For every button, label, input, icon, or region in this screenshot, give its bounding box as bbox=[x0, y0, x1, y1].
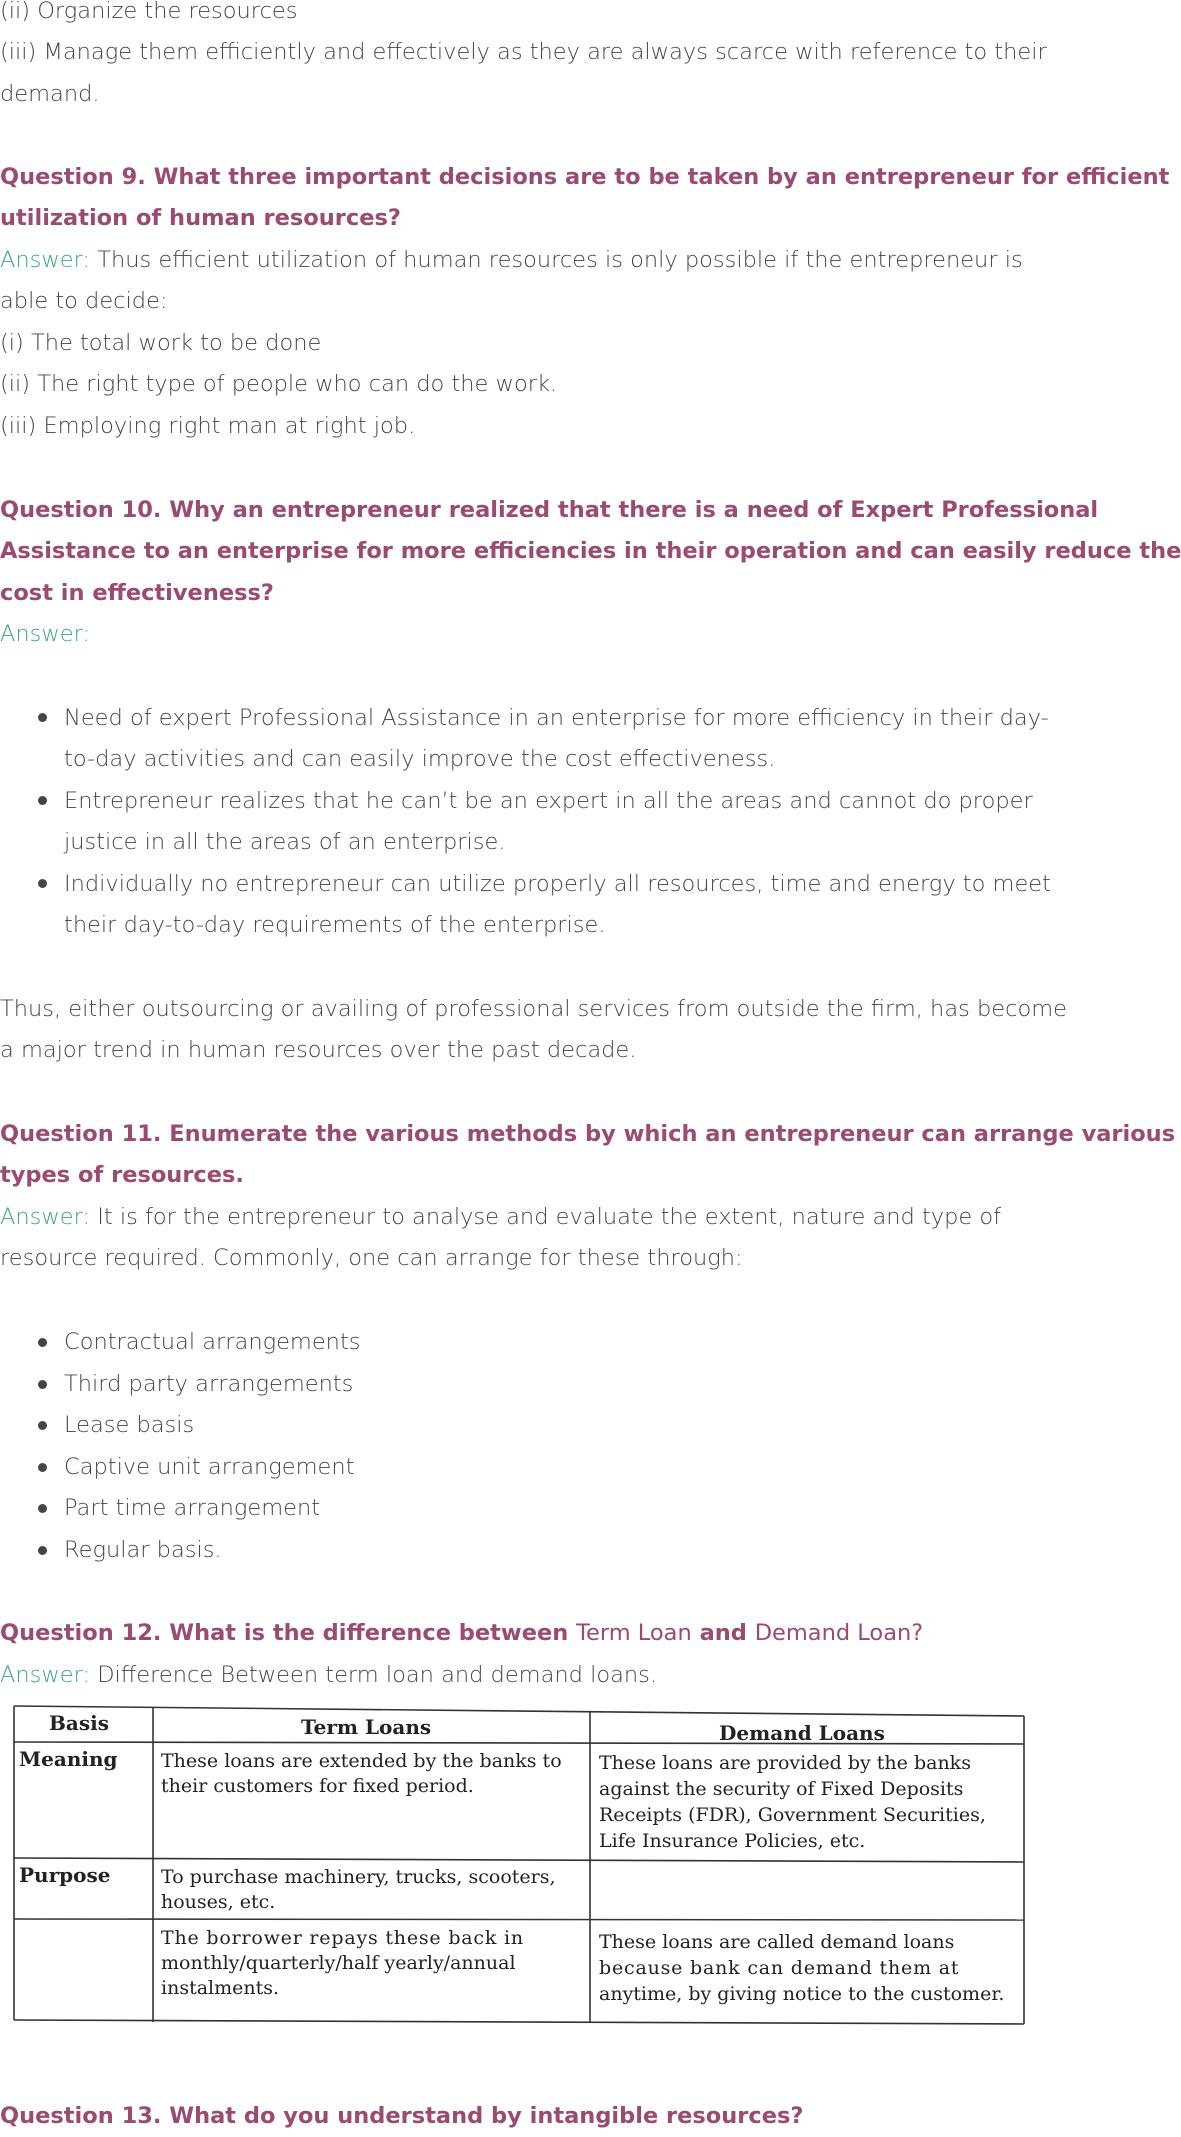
bullet-icon bbox=[38, 1463, 47, 1472]
question-12-demand: Demand Loan? bbox=[754, 1620, 924, 1646]
bullet-icon bbox=[38, 796, 47, 805]
answer-text: Thus efficient utilization of human resources is only possible if the entrepreneur is bbox=[90, 247, 1023, 273]
question-10-heading: Question 10. Why an entrepreneur realized that there is a need of Expert Professional bbox=[0, 497, 1099, 523]
list-item: Third party arrangements bbox=[64, 1371, 354, 1397]
question-13-heading: Question 13. What do you understand by intangible resources? bbox=[0, 2103, 804, 2129]
bullet-icon bbox=[38, 1421, 47, 1430]
answer-11-line bbox=[0, 1197, 1001, 1238]
bullet-icon bbox=[38, 1546, 47, 1555]
table-cell: monthly/quarterly/half yearly/annual bbox=[161, 1952, 516, 1974]
table-header-demand-loans: Demand Loans bbox=[719, 1721, 885, 1745]
answer-text: Difference Between term loan and demand loans. bbox=[90, 1662, 658, 1688]
list-item: Individually no entrepreneur can utilize properly all resources, time and energy to meet bbox=[64, 871, 1051, 897]
table-header-basis: Basis bbox=[49, 1711, 109, 1735]
text-line: resource required. Commonly, one can arrange for these through: bbox=[0, 1245, 743, 1271]
text-line: a major trend in human resources over the past decade. bbox=[0, 1037, 637, 1063]
answer-label: Answer: bbox=[0, 621, 91, 647]
answer-9-line bbox=[0, 240, 1023, 281]
table-cell: instalments. bbox=[161, 1977, 280, 1999]
answer-label: Answer: bbox=[0, 1662, 91, 1688]
table-cell: against the security of Fixed Deposits bbox=[599, 1778, 964, 1800]
table-cell: anytime, by giving notice to the customer. bbox=[599, 1983, 1005, 2005]
question-11-heading: Question 11. Enumerate the various methods by which an entrepreneur can arrange various bbox=[0, 1121, 1176, 1147]
table-header-term-loans: Term Loans bbox=[301, 1715, 432, 1739]
question-10-heading-cont: Assistance to an enterprise for more efficiencies in their operation and can easily reduce the bbox=[0, 538, 1181, 564]
question-12-prefix: Question 12. What is the difference between bbox=[0, 1620, 577, 1646]
bullet-icon bbox=[38, 1380, 47, 1389]
text-line: (iii) Manage them efficiently and effectively as they are always scarce with reference to their bbox=[0, 39, 1047, 65]
bullet-icon bbox=[38, 1504, 47, 1513]
table-cell: Life Insurance Policies, etc. bbox=[599, 1830, 866, 1852]
list-item: Captive unit arrangement bbox=[64, 1454, 355, 1480]
question-12-term: Term Loan bbox=[576, 1620, 692, 1646]
bullet-icon bbox=[38, 713, 47, 722]
text-line: demand. bbox=[0, 81, 100, 107]
table-cell: The borrower repays these back in bbox=[161, 1927, 524, 1949]
table-cell: their customers for fixed period. bbox=[161, 1775, 474, 1797]
text-line: (iii) Employing right man at right job. bbox=[0, 413, 416, 439]
answer-text: It is for the entrepreneur to analyse and evaluate the extent, nature and type of bbox=[90, 1204, 1002, 1230]
list-item: Entrepreneur realizes that he can’t be an expert in all the areas and cannot do proper bbox=[64, 788, 1033, 814]
question-10-heading-cont: cost in effectiveness? bbox=[0, 580, 274, 606]
text-line: able to decide: bbox=[0, 288, 168, 314]
table-cell: houses, etc. bbox=[161, 1891, 276, 1913]
table-cell: These loans are provided by the banks bbox=[599, 1752, 971, 1774]
table-cell: because bank can demand them at bbox=[599, 1957, 960, 1979]
list-item: Need of expert Professional Assistance in an enterprise for more efficiency in their day- bbox=[64, 705, 1049, 731]
answer-label: Answer: bbox=[0, 247, 91, 273]
list-item: Contractual arrangements bbox=[64, 1329, 361, 1355]
list-item: Part time arrangement bbox=[64, 1495, 321, 1521]
question-11-heading-cont: types of resources. bbox=[0, 1162, 244, 1188]
list-item-cont: justice in all the areas of an enterprise. bbox=[64, 829, 506, 855]
bullet-icon bbox=[38, 879, 47, 888]
text-line: (ii) The right type of people who can do the work. bbox=[0, 371, 558, 397]
question-12-heading bbox=[0, 1613, 923, 1654]
list-item-cont: their day-to-day requirements of the enterprise. bbox=[64, 912, 606, 938]
answer-12-line bbox=[0, 1655, 657, 1696]
row-label-meaning: Meaning bbox=[19, 1747, 118, 1771]
bullet-icon bbox=[38, 1338, 47, 1347]
answer-label: Answer: bbox=[0, 1204, 91, 1230]
table-cell: To purchase machinery, trucks, scooters, bbox=[161, 1866, 556, 1888]
text-line: (i) The total work to be done bbox=[0, 330, 322, 356]
question-9-heading-cont: utilization of human resources? bbox=[0, 205, 401, 231]
list-item: Lease basis bbox=[64, 1412, 195, 1438]
row-label-purpose: Purpose bbox=[19, 1863, 111, 1887]
table-cell: Receipts (FDR), Government Securities, bbox=[599, 1804, 986, 1826]
text-line: Thus, either outsourcing or availing of professional services from outside the firm, has become bbox=[0, 996, 1068, 1022]
question-9-heading: Question 9. What three important decisions are to be taken by an entrepreneur for efficient bbox=[0, 164, 1170, 190]
text-line: (ii) Organize the resources bbox=[0, 0, 298, 24]
loan-comparison-table bbox=[13, 1702, 1026, 2025]
table-cell: These loans are called demand loans bbox=[599, 1931, 955, 1953]
question-12-mid: and bbox=[691, 1620, 755, 1646]
table-cell: These loans are extended by the banks to bbox=[161, 1750, 562, 1772]
list-item-cont: to-day activities and can easily improve the cost effectiveness. bbox=[64, 746, 776, 772]
list-item: Regular basis. bbox=[64, 1537, 222, 1563]
